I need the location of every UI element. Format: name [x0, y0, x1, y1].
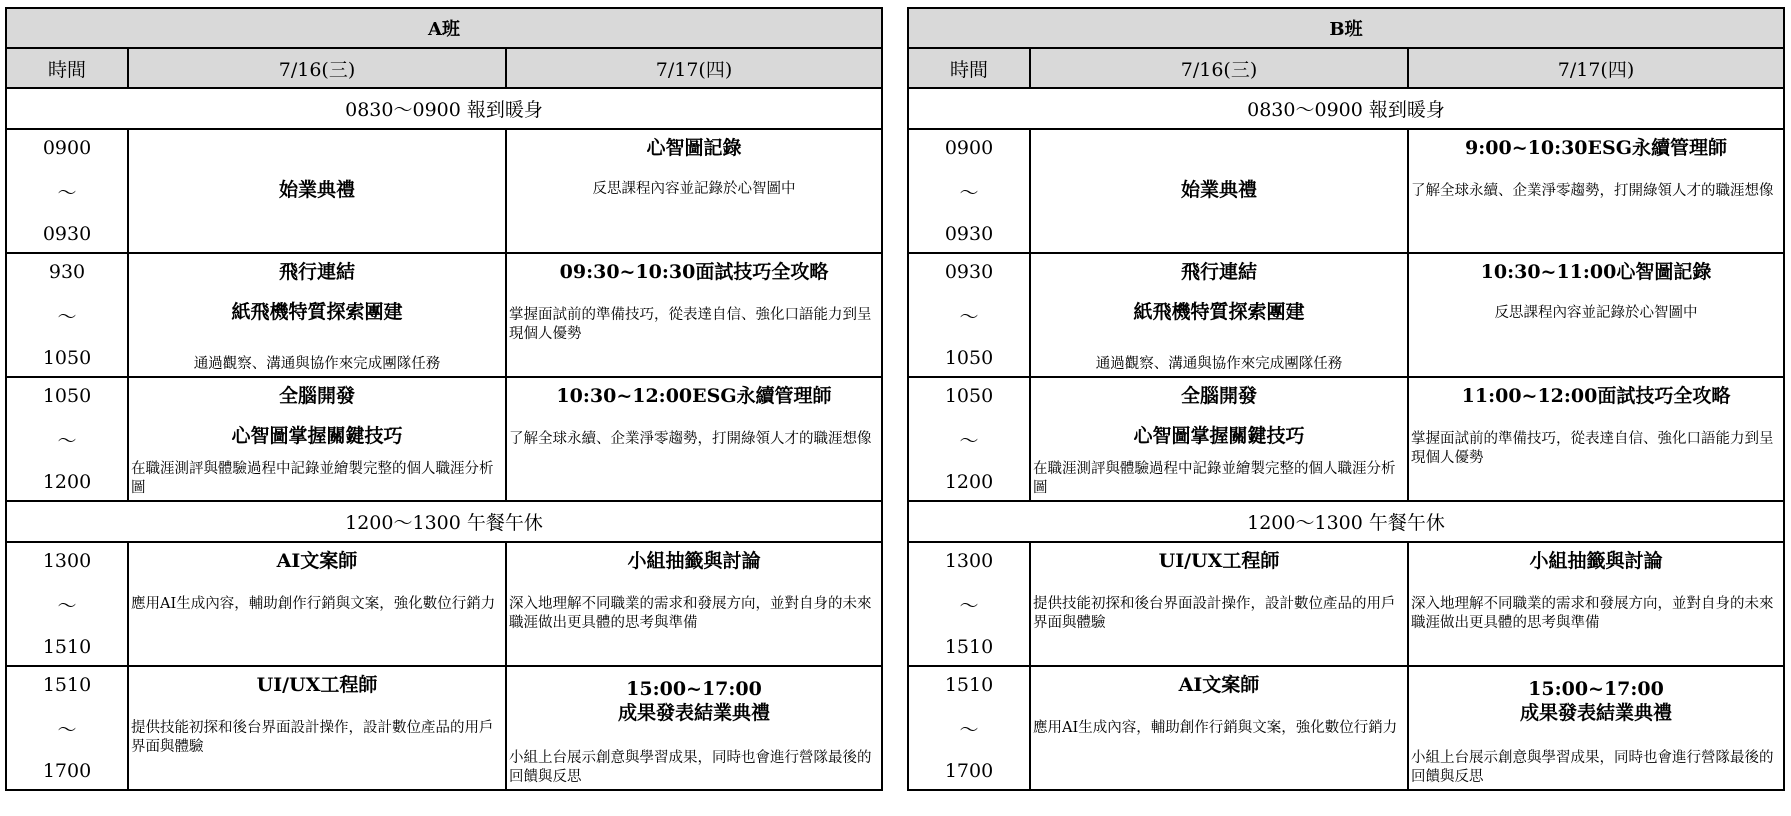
schedule-row: [6, 129, 882, 253]
session-desc: 提供技能初探和後台界面設計操作，設計數位產品的用戶界面與體驗: [1033, 596, 1396, 631]
time-end: 0930: [42, 223, 92, 245]
time-sep: ～: [959, 718, 979, 741]
session-title: 飛行連結: [1180, 261, 1257, 283]
time-cell: [6, 666, 128, 790]
session-title: 始業典禮: [278, 179, 355, 201]
session-subtitle: 紙飛機特質探索團建: [1133, 301, 1305, 323]
time-end: 1200: [944, 471, 994, 493]
time-cell: [908, 129, 1030, 253]
schedule-row: [6, 377, 882, 501]
time-end: 1200: [42, 471, 92, 493]
lunch-row: 1200～1300 午餐午休: [6, 501, 882, 542]
schedule-row: [908, 666, 1784, 790]
time-cell: [6, 542, 128, 666]
session-cell: [1408, 377, 1784, 501]
header-time: 時間: [6, 48, 128, 88]
session-title: 9:00~10:30ESG永續管理師: [1465, 137, 1727, 159]
time-sep: ～: [57, 305, 77, 328]
session-desc: 應用AI生成內容，輔助創作行銷與文案，強化數位行銷力: [131, 596, 496, 612]
session-subtitle: 紙飛機特質探索團建: [231, 301, 403, 323]
session-desc: 了解全球永續、企業淨零趨勢，打開綠領人才的職涯想像: [509, 431, 872, 447]
time-cell: [908, 253, 1030, 377]
session-cell: [506, 129, 882, 253]
schedule-table-a: [5, 7, 883, 791]
session-cell: [128, 377, 506, 501]
session-title: 10:30~12:00ESG永續管理師: [556, 385, 832, 407]
session-cell: [506, 666, 882, 790]
time-end: 1510: [944, 636, 994, 658]
header-time: 時間: [908, 48, 1030, 88]
session-cell: [128, 129, 506, 253]
session-title: 心智圖記錄: [646, 137, 742, 159]
header-day2: 7/17(四): [506, 48, 882, 88]
time-sep: ～: [959, 429, 979, 452]
session-desc: 在職涯測評與體驗過程中記錄並繪製完整的個人職涯分析圖: [1033, 461, 1396, 496]
session-cell: [1030, 253, 1408, 377]
schedule-row: [6, 542, 882, 666]
session-title: 飛行連結: [278, 261, 355, 283]
session-title: 09:30~10:30面試技巧全攻略: [559, 261, 829, 283]
session-desc: 在職涯測評與體驗過程中記錄並繪製完整的個人職涯分析圖: [131, 461, 494, 496]
time-end: 0930: [944, 223, 994, 245]
session-desc: 掌握面試前的準備技巧，從表達自信、強化口語能力到呈現個人優勢: [509, 307, 872, 342]
lunch-row: 1200～1300 午餐午休: [908, 501, 1784, 542]
session-title: 始業典禮: [1180, 179, 1257, 201]
session-desc: 通過觀察、溝通與協作來完成團隊任務: [1095, 356, 1343, 372]
session-cell: [1408, 129, 1784, 253]
session-cell: [506, 542, 882, 666]
time-start: 1510: [944, 674, 994, 696]
class-title: B班: [908, 8, 1784, 48]
time-start: 930: [48, 261, 86, 283]
session-subtitle: 心智圖掌握關鍵技巧: [231, 425, 403, 447]
schedule-row: [6, 253, 882, 377]
session-title: 全腦開發: [1180, 385, 1257, 407]
session-cell: [506, 253, 882, 377]
time-sep: ～: [959, 305, 979, 328]
schedule-row: [908, 542, 1784, 666]
schedule-row: [908, 129, 1784, 253]
session-cell: [128, 542, 506, 666]
session-title: UI/UX工程師: [1158, 550, 1280, 572]
session-title: 全腦開發: [278, 385, 355, 407]
time-start: 1050: [944, 385, 994, 407]
session-title: UI/UX工程師: [256, 674, 378, 696]
header-day1: 7/16(三): [1030, 48, 1408, 88]
time-start: 0930: [944, 261, 994, 283]
time-sep: ～: [959, 594, 979, 617]
session-desc: 小組上台展示創意與學習成果，同時也會進行營隊最後的回饋與反思: [1411, 750, 1774, 785]
session-desc: 了解全球永續、企業淨零趨勢，打開綠領人才的職涯想像: [1411, 183, 1774, 199]
session-title: AI文案師: [1178, 674, 1260, 696]
session-title: 11:00~12:00面試技巧全攻略: [1461, 385, 1731, 407]
time-start: 1300: [944, 550, 994, 572]
session-cell: [128, 253, 506, 377]
session-subtitle: 成果發表結業典禮: [1519, 702, 1672, 724]
session-desc: 小組上台展示創意與學習成果，同時也會進行營隊最後的回饋與反思: [509, 750, 872, 785]
class-title: A班: [6, 8, 882, 48]
session-title: 10:30~11:00心智圖記錄: [1480, 261, 1712, 283]
schedule-row: [6, 666, 882, 790]
time-sep: ～: [57, 594, 77, 617]
session-desc: 深入地理解不同職業的需求和發展方向，並對自身的未來職涯做出更具體的思考與準備: [1411, 596, 1774, 631]
time-cell: [908, 542, 1030, 666]
time-end: 1700: [944, 760, 994, 782]
time-cell: [6, 377, 128, 501]
time-cell: [908, 666, 1030, 790]
session-title: AI文案師: [276, 550, 358, 572]
session-title: 15:00~17:00: [626, 678, 762, 700]
schedule-table-b: [907, 7, 1785, 791]
header-day2: 7/17(四): [1408, 48, 1784, 88]
session-title: 小組抽籤與討論: [1529, 550, 1663, 572]
session-cell: [1408, 253, 1784, 377]
session-desc: 深入地理解不同職業的需求和發展方向，並對自身的未來職涯做出更具體的思考與準備: [509, 596, 872, 631]
session-cell: [1030, 377, 1408, 501]
session-desc: 提供技能初探和後台界面設計操作，設計數位產品的用戶界面與體驗: [131, 720, 494, 755]
time-start: 1050: [42, 385, 92, 407]
session-cell: [128, 666, 506, 790]
session-cell: [1030, 666, 1408, 790]
time-start: 1510: [42, 674, 92, 696]
time-end: 1700: [42, 760, 92, 782]
time-end: 1050: [42, 347, 92, 369]
session-desc: 掌握面試前的準備技巧，從表達自信、強化口語能力到呈現個人優勢: [1411, 431, 1774, 466]
session-desc: 反思課程內容並記錄於心智圖中: [592, 181, 796, 197]
session-cell: [1408, 542, 1784, 666]
time-cell: [6, 253, 128, 377]
time-sep: ～: [57, 429, 77, 452]
time-sep: ～: [57, 718, 77, 741]
time-sep: ～: [959, 181, 979, 204]
checkin-row: 0830～0900 報到暖身: [6, 88, 882, 129]
session-title: 15:00~17:00: [1528, 678, 1664, 700]
time-end: 1510: [42, 636, 92, 658]
session-desc: 反思課程內容並記錄於心智圖中: [1494, 305, 1698, 321]
time-start: 0900: [42, 137, 92, 159]
time-cell: [6, 129, 128, 253]
session-desc: 應用AI生成內容，輔助創作行銷與文案，強化數位行銷力: [1033, 720, 1398, 736]
session-subtitle: 心智圖掌握關鍵技巧: [1133, 425, 1305, 447]
time-end: 1050: [944, 347, 994, 369]
session-subtitle: 成果發表結業典禮: [617, 702, 770, 724]
session-cell: [1030, 129, 1408, 253]
session-desc: 通過觀察、溝通與協作來完成團隊任務: [193, 356, 441, 372]
session-title: 小組抽籤與討論: [627, 550, 761, 572]
checkin-row: 0830～0900 報到暖身: [908, 88, 1784, 129]
time-start: 0900: [944, 137, 994, 159]
session-cell: [506, 377, 882, 501]
time-start: 1300: [42, 550, 92, 572]
time-cell: [908, 377, 1030, 501]
time-sep: ～: [57, 181, 77, 204]
session-cell: [1408, 666, 1784, 790]
schedule-row: [908, 253, 1784, 377]
schedule-row: [908, 377, 1784, 501]
header-day1: 7/16(三): [128, 48, 506, 88]
session-cell: [1030, 542, 1408, 666]
